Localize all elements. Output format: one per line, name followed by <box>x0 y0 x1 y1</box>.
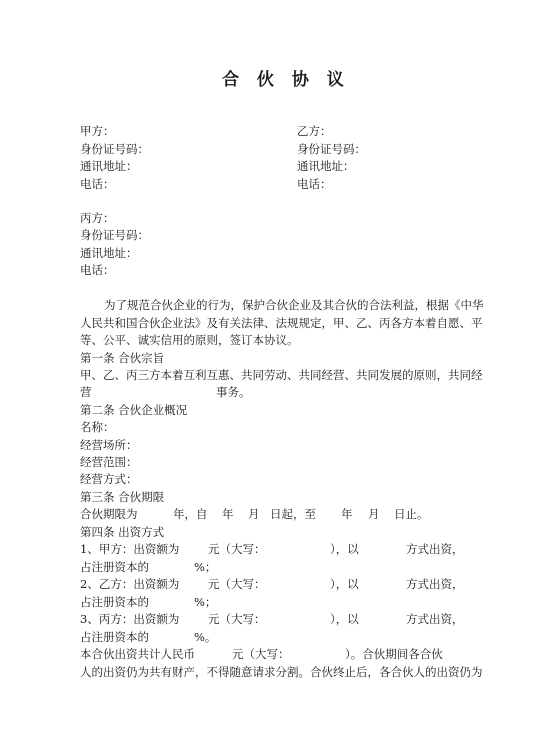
party-a-phone-label: 电话： <box>80 177 115 191</box>
total-contribution-text: ）。合伙期间各合伙 <box>345 647 443 661</box>
business-method-label: 经营方式： <box>80 472 138 486</box>
business-place-label: 经营场所： <box>80 438 138 452</box>
term-text: 合伙期限为 <box>80 507 138 521</box>
contribution-text: 占注册资本的 <box>80 595 149 609</box>
term-text: 年 <box>341 507 353 521</box>
party-a-address-label: 通讯地址： <box>80 159 138 173</box>
contribution-text: 3、丙方：出资额为 <box>80 612 180 626</box>
party-c-address-label: 通讯地址： <box>80 246 138 260</box>
term-text: 月 <box>368 507 380 521</box>
article-4-heading: 第四条 出资方式 <box>80 525 165 539</box>
party-b-id-label: 身份证号码： <box>297 142 366 156</box>
total-contribution-text: 人的出资仍为共有财产，不得随意请求分割。合伙终止后，各合伙人的出资仍为 <box>80 665 483 679</box>
term-text: 年 <box>222 507 234 521</box>
party-a-id-label: 身份证号码： <box>80 142 149 156</box>
article-1-heading: 第一条 合伙宗旨 <box>80 351 165 365</box>
document-title: 合 伙 协 议 <box>222 70 350 90</box>
total-contribution-text: 元（大写： <box>232 647 290 661</box>
term-text: 月 <box>248 507 260 521</box>
article-1-text: 甲、乙、丙三方本着互利互惠、共同劳动、共同经营、共同发展的原则，共同经 <box>80 368 483 382</box>
contribution-text: 方式出资， <box>406 542 464 556</box>
term-text: 年，自 <box>173 507 208 521</box>
total-contribution-text: 本合伙出资共计人民币 <box>80 647 195 661</box>
business-scope-label: 经营范围： <box>80 455 138 469</box>
term-text: 日止。 <box>394 507 429 521</box>
party-c-phone-label: 电话： <box>80 263 115 277</box>
contribution-text: 元（大写： <box>208 577 266 591</box>
contribution-text: 占注册资本的 <box>80 630 149 644</box>
contribution-text: 占注册资本的 <box>80 560 149 574</box>
contribution-text: 元（大写： <box>208 542 266 556</box>
contribution-text: %； <box>194 560 217 574</box>
contribution-text: ），以 <box>330 612 359 626</box>
article-1-text: 事务。 <box>216 385 251 399</box>
contribution-text: ），以 <box>330 577 359 591</box>
contribution-text: 方式出资， <box>406 612 464 626</box>
enterprise-name-label: 名称： <box>80 420 115 434</box>
contribution-text: 2、乙方：出资额为 <box>80 577 180 591</box>
article-3-heading: 第三条 合伙期限 <box>80 490 165 504</box>
contribution-text: 方式出资， <box>406 577 464 591</box>
party-c-id-label: 身份证号码： <box>80 228 149 242</box>
term-text: 日起，至 <box>270 507 316 521</box>
preamble-line: 等、公平、诚实信用的原则，签订本协议。 <box>80 333 299 347</box>
contribution-text: 1、甲方：出资额为 <box>80 542 180 556</box>
contribution-text: ），以 <box>330 542 359 556</box>
contribution-text: %。 <box>194 630 217 644</box>
preamble-line: 人民共和国合伙企业法》及有关法律、法规规定，甲、乙、丙各方本着自愿、平 <box>80 316 483 330</box>
party-b-address-label: 通讯地址： <box>297 159 355 173</box>
contribution-text: %； <box>194 595 217 609</box>
preamble-line: 为了规范合伙企业的行为，保护合伙企业及其合伙的合法利益，根据《中华 <box>104 298 484 312</box>
party-a-name-label: 甲方： <box>80 124 115 138</box>
party-b-phone-label: 电话： <box>297 177 332 191</box>
article-2-heading: 第二条 合伙企业概况 <box>80 403 188 417</box>
party-b-name-label: 乙方： <box>297 124 332 138</box>
article-1-text: 营 <box>80 385 92 399</box>
contribution-text: 元（大写： <box>208 612 266 626</box>
party-c-name-label: 丙方： <box>80 211 115 225</box>
